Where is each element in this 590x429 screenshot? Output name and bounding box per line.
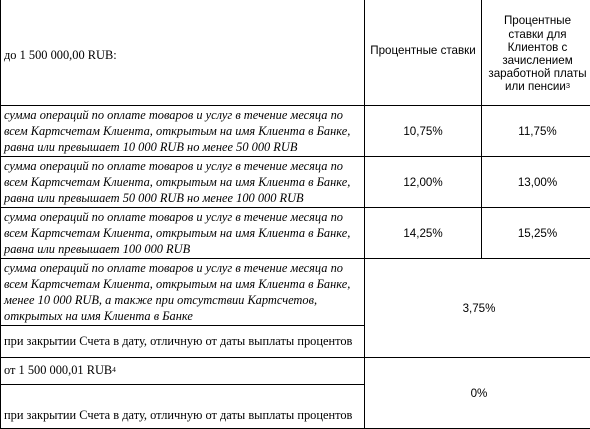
table-header-row — [1, 0, 590, 106]
rate-clients-cell: 11,75% — [482, 106, 590, 157]
table-row — [1, 208, 590, 259]
rate-cell: 12,00% — [365, 157, 482, 208]
tier2-label-row — [1, 358, 590, 385]
early-close-cell: при закрытии Счета в дату, отличную от даты выплаты процентов — [1, 326, 365, 358]
tier2-label: от 1 500 000,01 RUB$^4$ — [1, 358, 365, 385]
tier1-label — [1, 0, 365, 106]
footnote-ref-3: 3 — [566, 81, 570, 90]
rate-cell: 10,75% — [365, 106, 482, 157]
column-header-rates-clients: Процентные ставки для Клиентов с зачислением заработной платы или пенсии$^3$ — [482, 0, 590, 106]
condition-cell: сумма операций по оплате товаров и услуг в течение месяца по всем Картсчетам Клиента, открытым на имя Клиента в Банке, равна или превышает 10 000 RUB но менее 50 000 RUB — [1, 106, 365, 157]
table-row — [1, 259, 590, 326]
column-header-rates: Процентные ставки — [365, 0, 482, 106]
rate-clients-cell: 15,25% — [482, 208, 590, 259]
condition-cell: сумма операций по оплате товаров и услуг в течение месяца по всем Картсчетам Клиента, открытым на имя Клиента в Банке, равна или превышает 100 000 RUB — [1, 208, 365, 259]
table-row — [1, 106, 590, 157]
rate-cell: 14,25% — [365, 208, 482, 259]
early-close-cell: при закрытии Счета в дату, отличную от даты выплаты процентов — [1, 385, 365, 429]
condition-cell: сумма операций по оплате товаров и услуг в течение месяца по всем Картсчетам Клиента, открытым на имя Клиента в Банке, равна или превышает 50 000 RUB но менее 100 000 RUB — [1, 157, 365, 208]
condition-cell: сумма операций по оплате товаров и услуг в течение месяца по всем Картсчетам Клиента, открытым на имя Клиента в Банке, менее 10 000 RUB, а также при отсутствии Картсчетов, открытых на имя Клиента в Банке — [1, 259, 365, 326]
tier1-label-text: до 1 500 000,00 RUB: — [4, 48, 117, 62]
footnote-ref-4: 4 — [112, 365, 116, 374]
merged-rate-cell: 0% — [365, 358, 590, 429]
table-row — [1, 157, 590, 208]
merged-rate-cell: 3,75% — [365, 259, 590, 358]
rate-clients-cell: 13,00% — [482, 157, 590, 208]
